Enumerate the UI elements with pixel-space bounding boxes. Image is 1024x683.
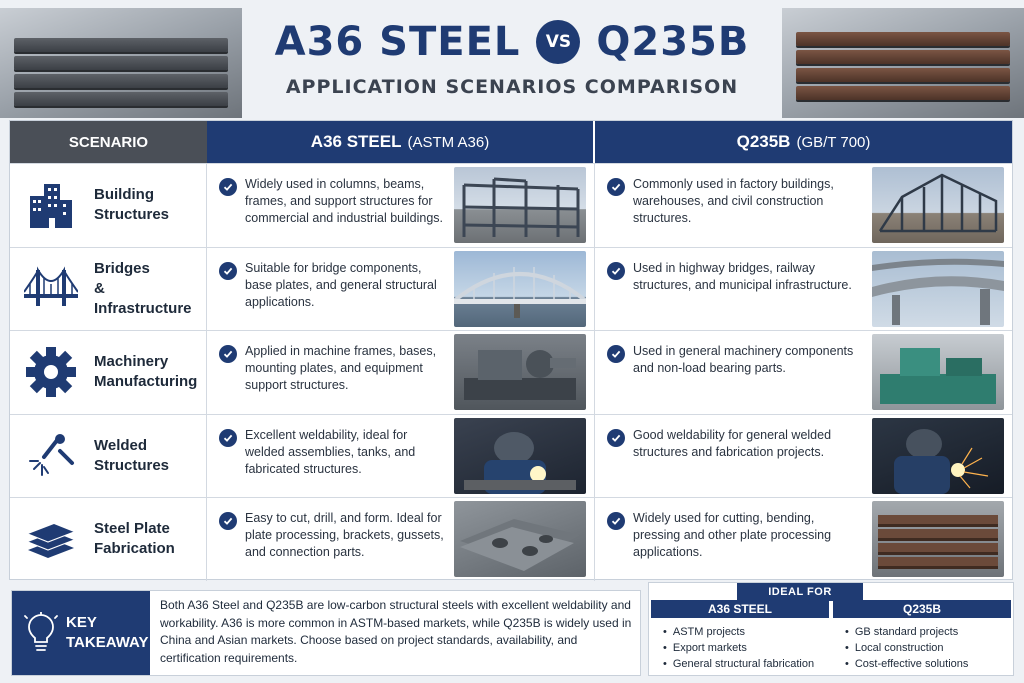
- check-icon: [607, 262, 625, 280]
- scenario-cell: [10, 331, 207, 414]
- ideal-a36-title: A36 STEEL: [651, 600, 829, 618]
- q235b-header-name: Q235B: [736, 132, 791, 151]
- list-item: • ASTM projects: [663, 624, 829, 640]
- welding-torch-icon: [24, 429, 78, 483]
- scenario-cell: [10, 498, 207, 581]
- q235b-column-header: [595, 121, 1012, 163]
- scenario-label: Bridges & Infrastructure: [94, 259, 192, 317]
- a36-description: Excellent weldability, ideal for welded assemblies, tanks, and fabricated structures.: [245, 427, 416, 476]
- check-icon: [607, 429, 625, 447]
- cnc-machine-photo: [872, 334, 1004, 410]
- a36-header-name: A36 STEEL: [310, 132, 402, 151]
- comparison-table: [9, 120, 1013, 580]
- key-takeaway-panel: [11, 590, 641, 676]
- scenario-cell: [10, 415, 207, 498]
- plate-stack-icon: [24, 512, 78, 566]
- key-takeaway-text: Both A36 Steel and Q235B are low-carbon structural steels with excellent weldability and workability. A36 is more common in ASTM-based markets, while Q235B is widely used in China and Asian markets. Choose based on project standards, availability, and certification requirements.: [160, 598, 632, 665]
- scenario-label: Steel Plate Fabrication: [94, 520, 175, 558]
- steel-plates-photo-right: [782, 8, 1024, 118]
- q235b-header-standard: (GB/T 700): [796, 133, 871, 151]
- table-row: [10, 497, 1012, 581]
- key-takeaway-header: [12, 591, 150, 675]
- ideal-for-tag: IDEAL FOR: [737, 583, 863, 601]
- a36-header-standard: (ASTM A36): [407, 133, 490, 151]
- title-block: [250, 14, 774, 98]
- ideal-a36-column: [651, 600, 829, 672]
- table-row: [10, 414, 1012, 498]
- q235b-cell: [595, 164, 1012, 247]
- arch-bridge-photo: [454, 251, 586, 327]
- scenario-label: Building Structures: [94, 186, 170, 224]
- table-row: [10, 163, 1012, 247]
- vs-badge: VS: [536, 20, 580, 64]
- table-row: [10, 247, 1012, 331]
- ideal-q235b-list: [833, 618, 1011, 672]
- check-icon: [219, 262, 237, 280]
- a36-description: Easy to cut, drill, and form. Ideal for plate processing, brackets, gussets, and connection parts.: [245, 511, 444, 559]
- scenario-label: Machinery Manufacturing: [94, 353, 198, 391]
- check-icon: [607, 178, 625, 196]
- building-icon: [24, 178, 78, 232]
- a36-cell: [207, 248, 595, 331]
- ideal-q235b-title: Q235B: [833, 600, 1011, 618]
- page-subtitle: APPLICATION SCENARIOS COMPARISON: [285, 76, 739, 98]
- q235b-cell: [595, 415, 1012, 498]
- table-header: [10, 121, 1012, 163]
- gear-icon: [24, 345, 78, 399]
- scenario-cell: [10, 248, 207, 331]
- list-item: • GB standard projects: [845, 624, 1011, 640]
- a36-cell: [207, 498, 595, 581]
- check-icon: [219, 512, 237, 530]
- a36-cell: [207, 164, 595, 247]
- table-row: [10, 330, 1012, 414]
- q235b-description: Widely used for cutting, bending, pressing and other plate processing applications.: [633, 511, 832, 559]
- a36-cell: [207, 415, 595, 498]
- check-icon: [219, 345, 237, 363]
- a36-description: Applied in machine frames, bases, mounting plates, and equipment support structures.: [245, 344, 437, 392]
- ideal-for-columns: [649, 600, 1013, 672]
- welder-photo: [454, 418, 586, 494]
- check-icon: [219, 178, 237, 196]
- q235b-description: Commonly used in factory buildings, warehouses, and civil construction structures.: [633, 177, 834, 225]
- title-q235b: Q235B: [596, 19, 750, 65]
- page-title: [250, 14, 774, 70]
- drilled-plates-photo: [454, 501, 586, 577]
- a36-column-header: [207, 121, 595, 163]
- scenario-column-header: SCENARIO: [10, 121, 207, 163]
- list-item: • Export markets: [663, 640, 829, 656]
- check-icon: [607, 345, 625, 363]
- lightbulb-icon: [24, 612, 58, 654]
- header: [0, 0, 1024, 118]
- bridge-icon: [24, 262, 78, 316]
- key-takeaway-title: KEY TAKEAWAY: [66, 614, 149, 651]
- a36-cell: [207, 331, 595, 414]
- q235b-description: Good weldability for general welded structures and fabrication projects.: [633, 427, 832, 459]
- q235b-description: Used in general machinery components and non-load bearing parts.: [633, 344, 854, 375]
- highway-bridge-photo: [872, 251, 1004, 327]
- steel-frame-photo: [454, 167, 586, 243]
- steel-plates-photo-left: [0, 8, 242, 118]
- title-a36: A36 STEEL: [274, 19, 521, 65]
- list-item: • Cost-effective solutions: [845, 656, 1011, 672]
- ideal-for-panel: [648, 582, 1014, 676]
- machine-base-photo: [454, 334, 586, 410]
- welding-sparks-photo: [872, 418, 1004, 494]
- q235b-cell: [595, 331, 1012, 414]
- q235b-cell: [595, 498, 1012, 581]
- ideal-q235b-column: [833, 600, 1011, 672]
- q235b-cell: [595, 248, 1012, 331]
- warehouse-frame-photo: [872, 167, 1004, 243]
- q235b-description: Used in highway bridges, railway structures, and municipal infrastructure.: [633, 260, 852, 292]
- list-item: • General structural fabrication: [663, 656, 829, 672]
- scenario-cell: [10, 164, 207, 247]
- a36-description: Widely used in columns, beams, frames, and support structures for commercial and industrial buildings.: [245, 177, 444, 225]
- plate-stack-photo: [872, 501, 1004, 577]
- check-icon: [607, 512, 625, 530]
- scenario-label: Welded Structures: [94, 436, 170, 474]
- check-icon: [219, 429, 237, 447]
- ideal-a36-list: [651, 618, 829, 672]
- a36-description: Suitable for bridge components, base plates, and general structural applications.: [245, 260, 437, 309]
- list-item: • Local construction: [845, 640, 1011, 656]
